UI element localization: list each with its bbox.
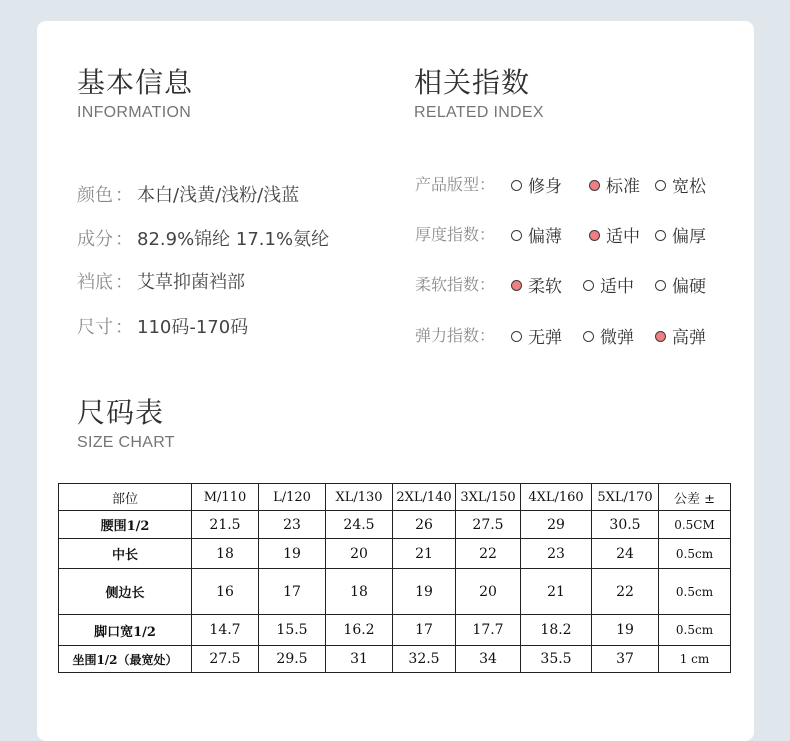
table-cell: 19	[592, 615, 659, 646]
option-thickness-thin: 偏薄	[511, 222, 562, 247]
table-cell: 37	[592, 646, 659, 673]
tolerance-cell: 0.5cm	[659, 539, 731, 569]
table-cell: 22	[592, 569, 659, 615]
radio-dot-icon	[655, 230, 666, 241]
option-softness-medium: 适中	[583, 272, 634, 297]
info-label: 尺寸	[77, 317, 113, 338]
index-title: 相关指数	[414, 66, 531, 99]
table-cell: 16.2	[326, 615, 393, 646]
option-elastic-high: 高弹	[655, 323, 706, 348]
table-cell: 27.5	[192, 646, 259, 673]
info-separator: ：	[115, 317, 133, 338]
table-cell: 29	[521, 511, 592, 539]
header-cell: XL/130	[326, 484, 393, 511]
size-chart-subtitle: SIZE CHART	[77, 434, 175, 451]
option-elastic-slight: 微弹	[583, 323, 634, 348]
option-fit-standard: 标准	[589, 172, 640, 197]
info-title: 基本信息	[77, 66, 194, 99]
table-cell: 19	[393, 569, 456, 615]
info-row-material	[77, 225, 329, 251]
info-label: 裆底	[77, 272, 113, 293]
info-value: 艾草抑菌裆部	[137, 272, 245, 293]
radio-dot-icon	[655, 331, 666, 342]
table-cell: 16	[192, 569, 259, 615]
tolerance-cell: 1 cm	[659, 646, 731, 673]
radio-dot-icon	[511, 230, 522, 241]
table-cell: 21	[521, 569, 592, 615]
info-row-crotch	[77, 268, 245, 294]
info-label: 成分	[77, 229, 113, 250]
row-label-cell: 腰围1/2	[59, 511, 192, 539]
row-label-cell: 坐围1/2（最宽处）	[59, 646, 192, 673]
table-row	[59, 646, 731, 673]
radio-dot-icon	[511, 331, 522, 342]
option-fit-slim: 修身	[511, 172, 562, 197]
option-fit-loose: 宽松	[655, 172, 706, 197]
tolerance-cell: 0.5cm	[659, 615, 731, 646]
header-cell: L/120	[259, 484, 326, 511]
product-info-card	[37, 21, 754, 741]
option-softness-soft: 柔软	[511, 272, 562, 297]
table-cell: 20	[456, 569, 521, 615]
info-row-size	[77, 313, 248, 339]
table-cell: 24	[592, 539, 659, 569]
row-label-cell: 侧边长	[59, 569, 192, 615]
radio-dot-icon	[655, 280, 666, 291]
option-elastic-none: 无弹	[511, 323, 562, 348]
info-separator: ：	[115, 185, 133, 206]
table-cell: 19	[259, 539, 326, 569]
tolerance-cell: 0.5CM	[659, 511, 731, 539]
info-separator: ：	[115, 272, 133, 293]
table-row	[59, 615, 731, 646]
table-cell: 18	[192, 539, 259, 569]
table-cell: 18	[326, 569, 393, 615]
index-label: 厚度指数：	[415, 225, 496, 244]
table-cell: 22	[456, 539, 521, 569]
radio-dot-icon	[583, 280, 594, 291]
header-cell: 3XL/150	[456, 484, 521, 511]
table-row	[59, 539, 731, 569]
table-cell: 35.5	[521, 646, 592, 673]
tolerance-cell: 0.5cm	[659, 569, 731, 615]
table-header-row	[59, 484, 731, 511]
table-cell: 29.5	[259, 646, 326, 673]
table-cell: 21	[393, 539, 456, 569]
table-cell: 30.5	[592, 511, 659, 539]
table-cell: 24.5	[326, 511, 393, 539]
radio-dot-icon	[589, 230, 600, 241]
table-cell: 18.2	[521, 615, 592, 646]
table-row	[59, 511, 731, 539]
option-thickness-thick: 偏厚	[655, 222, 706, 247]
index-label: 弹力指数：	[415, 326, 496, 345]
row-label-cell: 脚口宽1/2	[59, 615, 192, 646]
table-cell: 31	[326, 646, 393, 673]
header-cell: M/110	[192, 484, 259, 511]
table-cell: 21.5	[192, 511, 259, 539]
info-value: 82.9%锦纶 17.1%氨纶	[137, 229, 330, 250]
table-cell: 23	[259, 511, 326, 539]
radio-dot-icon	[511, 280, 522, 291]
table-cell: 27.5	[456, 511, 521, 539]
header-cell: 部位	[59, 484, 192, 511]
radio-dot-icon	[583, 331, 594, 342]
table-cell: 32.5	[393, 646, 456, 673]
table-cell: 17.7	[456, 615, 521, 646]
size-chart-title: 尺码表	[77, 396, 165, 429]
index-label: 产品版型：	[415, 175, 496, 194]
table-row	[59, 569, 731, 615]
row-label-cell: 中长	[59, 539, 192, 569]
info-separator: ：	[115, 229, 133, 250]
header-cell: 2XL/140	[393, 484, 456, 511]
table-cell: 15.5	[259, 615, 326, 646]
table-cell: 14.7	[192, 615, 259, 646]
table-cell: 23	[521, 539, 592, 569]
info-row-color	[77, 181, 299, 207]
radio-dot-icon	[511, 180, 522, 191]
option-softness-hard: 偏硬	[655, 272, 706, 297]
table-cell: 20	[326, 539, 393, 569]
info-value: 110码-170码	[137, 317, 249, 338]
option-thickness-medium: 适中	[589, 222, 640, 247]
header-cell: 公差 ±	[659, 484, 731, 511]
header-cell: 5XL/170	[592, 484, 659, 511]
radio-dot-icon	[655, 180, 666, 191]
table-cell: 17	[393, 615, 456, 646]
info-value: 本白/浅黄/浅粉/浅蓝	[137, 185, 300, 206]
radio-dot-icon	[589, 180, 600, 191]
index-subtitle: RELATED INDEX	[414, 104, 544, 121]
size-chart-table	[58, 483, 731, 673]
info-label: 颜色	[77, 185, 113, 206]
table-cell: 17	[259, 569, 326, 615]
table-cell: 34	[456, 646, 521, 673]
info-subtitle: INFORMATION	[77, 104, 192, 121]
index-label: 柔软指数：	[415, 275, 496, 294]
header-cell: 4XL/160	[521, 484, 592, 511]
table-cell: 26	[393, 511, 456, 539]
